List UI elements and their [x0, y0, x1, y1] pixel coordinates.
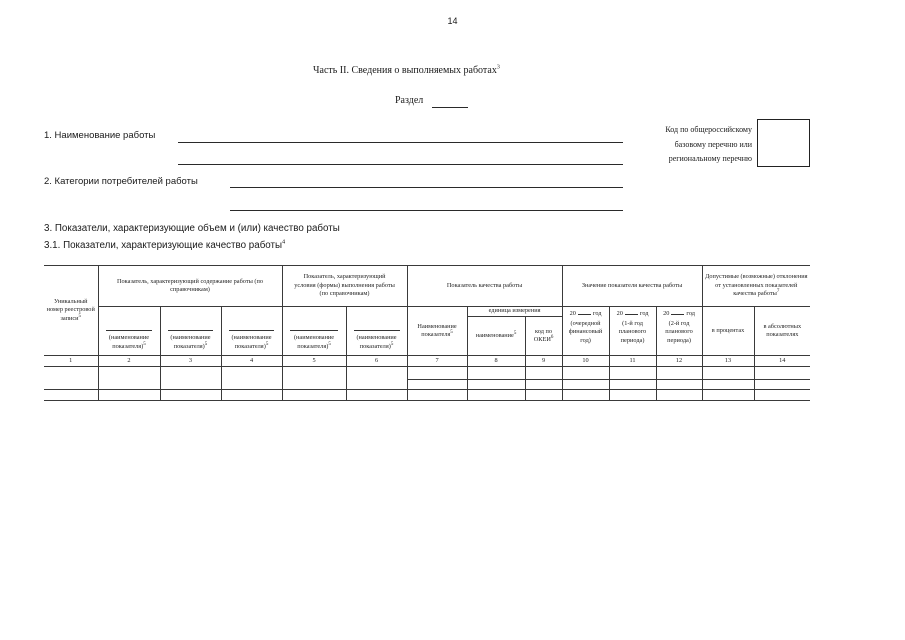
unit-code-header — [525, 317, 562, 356]
quality-indicator-name-footnote: 5 — [450, 329, 453, 335]
quality-indicator-name-text: Наименование показателя — [417, 322, 457, 338]
page-number: 14 — [447, 16, 458, 26]
unique-number-header — [44, 266, 98, 356]
data-cell — [467, 390, 525, 401]
data-row — [44, 367, 810, 380]
data-cell — [609, 380, 656, 390]
indicator-name-text: (наименование показателя) — [170, 334, 211, 350]
unit-header: единица измерения — [467, 307, 562, 317]
column-number: 11 — [609, 356, 656, 367]
data-cell — [562, 380, 609, 390]
deviation-text: Допустимые (возможные) отклонения от установленных показателей качества работы — [705, 273, 808, 298]
data-cell — [754, 367, 810, 380]
year-suffix: год — [592, 310, 602, 317]
conditions-indicator-name-header — [346, 307, 407, 356]
year-description: (2-й год планового периода) — [665, 319, 693, 344]
deviation-group-header — [702, 266, 810, 307]
year-prefix: 20 — [663, 310, 670, 317]
consumer-categories-label: 2. Категории потребителей работы — [44, 176, 198, 187]
column-number: 13 — [702, 356, 754, 367]
code-caption-line: региональному перечню — [668, 154, 752, 163]
data-cell — [609, 390, 656, 401]
column-numbers-row — [44, 356, 810, 367]
column-number: 3 — [160, 356, 221, 367]
indicator-name-footnote: 5 — [265, 341, 269, 347]
code-caption — [618, 123, 752, 167]
conditions-indicator-group-header: Показатель, характеризующий условия (формы) выполнения работы (по справочникам) — [282, 266, 407, 307]
content-indicator-name-header — [98, 307, 160, 356]
year-prefix: 20 — [616, 310, 623, 317]
data-cell — [562, 367, 609, 380]
content-indicator-name-header — [221, 307, 282, 356]
indicator-name-text: (наименование показателя) — [231, 334, 272, 350]
year-blank — [671, 309, 684, 315]
data-cell — [160, 390, 221, 401]
work-name-blank-line-1 — [178, 142, 623, 143]
data-cell — [44, 390, 98, 401]
data-cell — [407, 390, 467, 401]
header-row-groups — [44, 266, 810, 307]
year-header-plan-1 — [609, 307, 656, 356]
data-cell — [754, 390, 810, 401]
data-cell — [44, 367, 98, 390]
indicator-name-footnote: 5 — [204, 341, 208, 347]
data-cell — [525, 380, 562, 390]
data-cell — [702, 380, 754, 390]
year-description: (1-й год планового периода) — [618, 319, 647, 344]
column-number: 12 — [656, 356, 702, 367]
year-header-plan-2 — [656, 307, 702, 356]
indicator-name-footnote: 5 — [328, 341, 331, 347]
unit-name-header — [467, 317, 525, 356]
data-cell — [562, 390, 609, 401]
deviation-percent-header: в процентах — [702, 307, 754, 356]
data-cell — [702, 390, 754, 401]
consumer-categories-blank-line-1 — [230, 187, 623, 188]
year-prefix: 20 — [569, 310, 576, 317]
indicator-blank-line — [354, 330, 400, 331]
column-number: 4 — [221, 356, 282, 367]
content-indicator-group-header: Показатель, характеризующий содержание работы (по справочникам) — [98, 266, 282, 307]
indicator-blank-line — [106, 330, 153, 331]
data-cell — [98, 367, 160, 390]
unit-code-text: код по ОКЕИ — [533, 327, 553, 343]
indicator-blank-line — [229, 330, 275, 331]
column-number: 2 — [98, 356, 160, 367]
data-cell — [656, 390, 702, 401]
deviation-absolute-header: в абсолютных показателях — [754, 307, 810, 356]
column-number: 10 — [562, 356, 609, 367]
code-caption-line: базовому перечню или — [674, 139, 752, 149]
indicator-name-text: (наименование показателя) — [293, 334, 335, 350]
data-cell — [282, 367, 346, 390]
data-cell — [702, 367, 754, 380]
year-suffix: год — [639, 310, 649, 317]
part-title-footnote: 3 — [496, 64, 500, 71]
year-suffix: год — [686, 310, 695, 317]
content-indicator-name-header — [160, 307, 221, 356]
data-cell — [467, 380, 525, 390]
year-blank — [578, 309, 591, 315]
indicator-name-text: (наименование показателя) — [356, 334, 397, 350]
data-cell — [98, 390, 160, 401]
code-box — [757, 119, 810, 167]
data-cell — [407, 380, 467, 390]
code-caption-line: Код по общероссийскому — [665, 125, 752, 134]
data-cell — [346, 367, 407, 390]
header-row-units — [44, 307, 810, 317]
work-name-blank-line-2 — [178, 164, 623, 165]
section-3-1-heading — [44, 240, 285, 251]
deviation-footnote: 7 — [776, 289, 780, 295]
column-number: 9 — [525, 356, 562, 367]
part-title-text: Часть II. Сведения о выполняемых работах — [313, 65, 497, 76]
data-cell — [656, 367, 702, 380]
quality-value-group-header: Значение показателя качества работы — [562, 266, 702, 307]
data-cell — [754, 380, 810, 390]
data-cell — [221, 367, 282, 390]
quality-indicator-name-header — [407, 307, 467, 356]
quality-indicator-group-header: Показатель качества работы — [407, 266, 562, 307]
data-cell — [282, 390, 346, 401]
data-cell — [609, 367, 656, 380]
data-cell — [525, 367, 562, 380]
data-cell — [656, 380, 702, 390]
consumer-categories-blank-line-2 — [230, 210, 623, 211]
unit-name-text: наименование — [475, 331, 514, 339]
column-number: 8 — [467, 356, 525, 367]
data-row — [44, 390, 810, 401]
part-title — [313, 65, 500, 76]
indicator-name-text: (наименование показателя) — [108, 334, 150, 350]
section-label: Раздел — [395, 95, 424, 106]
data-cell — [525, 390, 562, 401]
indicator-name-footnote: 5 — [143, 341, 146, 347]
year-description: (очередной финансовый год) — [568, 319, 603, 344]
data-cell — [467, 367, 525, 380]
unit-code-footnote: 6 — [550, 334, 554, 340]
indicator-blank-line — [290, 330, 338, 331]
section-number-blank — [432, 107, 468, 108]
quality-indicators-table — [44, 265, 810, 401]
unique-number-footnote: 5 — [78, 313, 82, 319]
section-3-1-heading-text: 3.1. Показатели, характеризующие качество работы — [44, 240, 283, 251]
column-number: 7 — [407, 356, 467, 367]
column-number: 5 — [282, 356, 346, 367]
data-cell — [407, 367, 467, 380]
work-name-label: 1. Наименование работы — [44, 130, 156, 141]
column-number: 14 — [754, 356, 810, 367]
section-3-1-footnote: 4 — [282, 239, 286, 246]
year-blank — [625, 309, 638, 315]
year-header-current — [562, 307, 609, 356]
section-3-heading: 3. Показатели, характеризующие объем и (или) качество работы — [44, 223, 340, 234]
indicator-name-footnote: 5 — [390, 341, 394, 347]
indicator-blank-line — [168, 330, 214, 331]
data-cell — [346, 390, 407, 401]
data-cell — [160, 367, 221, 390]
unit-name-footnote: 5 — [513, 330, 517, 336]
column-number: 1 — [44, 356, 98, 367]
column-number: 6 — [346, 356, 407, 367]
data-cell — [221, 390, 282, 401]
unique-number-text: Уникальный номер реестровой записи — [46, 297, 95, 322]
conditions-indicator-name-header — [282, 307, 346, 356]
